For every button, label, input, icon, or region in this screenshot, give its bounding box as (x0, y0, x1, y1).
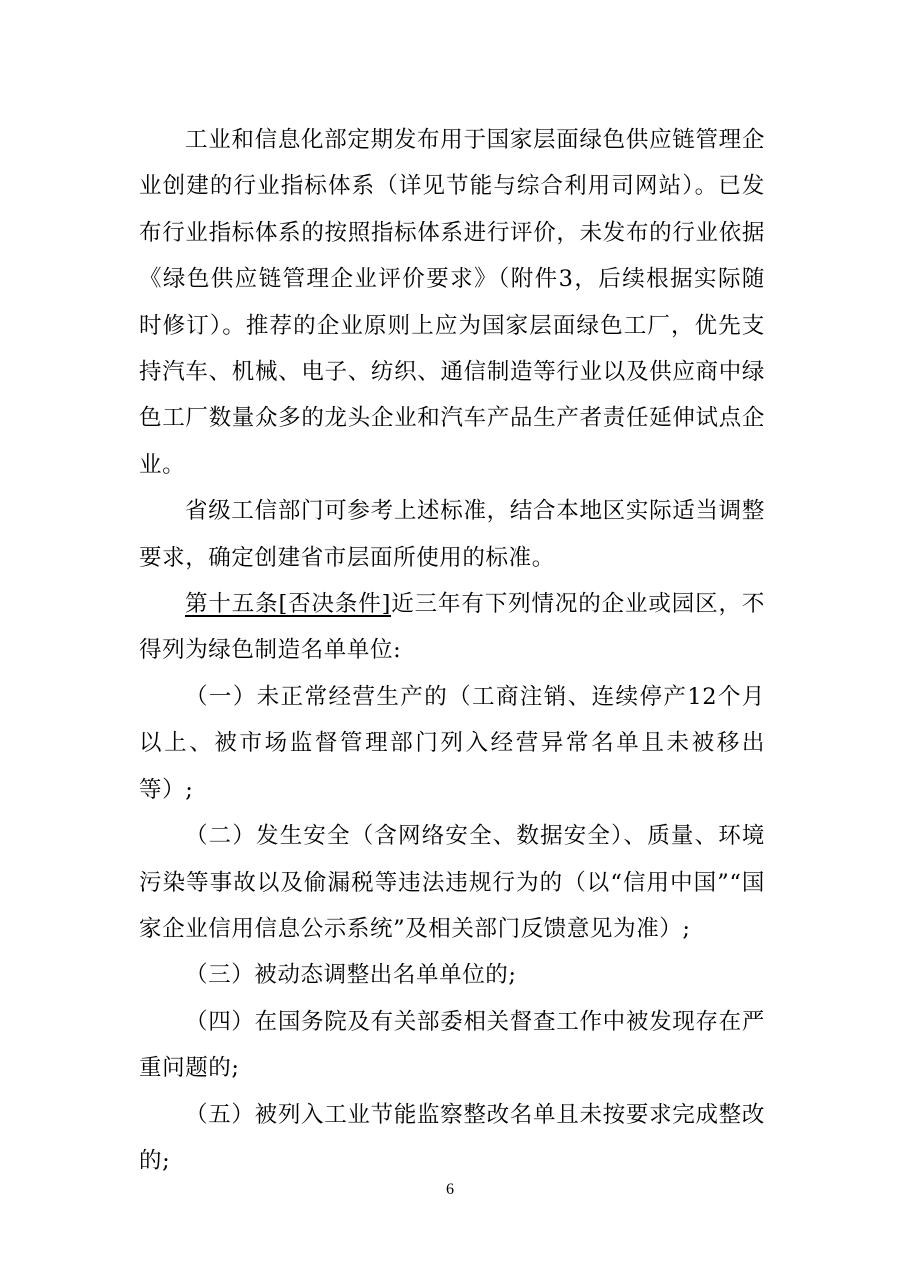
article-text: 近三年有下列情况的企业或园区，不得列为绿色制造名单单位: (139, 591, 765, 664)
list-item-3: （三）被动态调整出名单单位的; (185, 962, 517, 989)
list-item-2: （二）发生安全（含网络安全、数据安全）、质量、环境污染等事故以及偷漏税等违法违规行为的（以“信用中国”“国家企业信用信息公示系统”及相关部门反馈意见为准）; (139, 823, 765, 942)
list-item-1: （一）未正常经营生产的（工商注销、连续停产12个月以上、被市场监督管理部门列入经营异常名单且未被移出等）; (139, 683, 765, 803)
paragraph-standards: 工业和信息化部定期发布用于国家层面绿色供应链管理企业创建的行业指标体系（详见节能与综合利用司网站）。已发布行业指标体系的按照指标体系进行评价，未发布的行业依据《绿色供应链管理企业评价要求》（附件3，后续根据实际随时修订）。推荐的企业原则上应为国家层面绿色工厂，优先支持汽车、机械、电子、纺织、通信制造等行业以及供应商中绿色工厂数量众多的龙头企业和汽车产品生产者责任延伸试点企业。 (139, 127, 765, 478)
list-item-5: （五）被列入工业节能监察整改名单且未按要求完成整改的; (139, 1101, 765, 1174)
document-body (139, 117, 765, 1184)
page-number: 6 (446, 1181, 454, 1198)
list-item-4: （四）在国务院及有关部委相关督查工作中被发现存在严重问题的; (139, 1008, 765, 1082)
paragraph-provincial-standards: 省级工信部门可参考上述标准，结合本地区实际适当调整要求，确定创建省市层面所使用的标准。 (139, 498, 765, 571)
paragraph-article-15 (139, 581, 765, 674)
article-heading: 第十五条[否决条件] (185, 591, 392, 618)
